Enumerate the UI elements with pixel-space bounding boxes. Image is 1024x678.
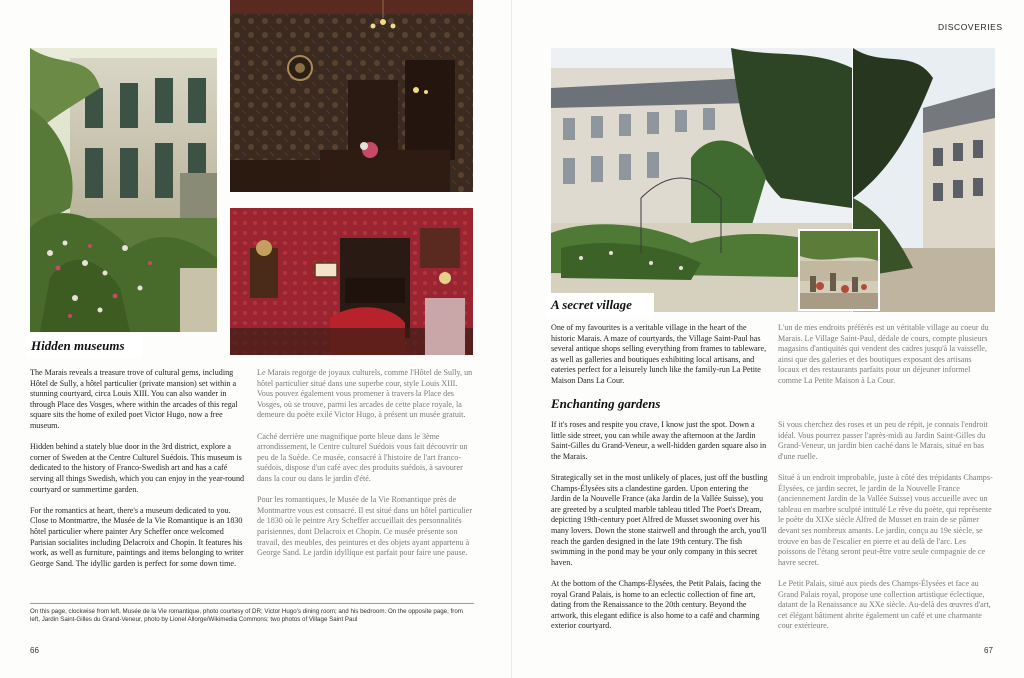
village-french-text xyxy=(778,323,995,397)
photo-victor-hugo-bedroom xyxy=(230,208,473,355)
garden-paragraph-fr: Situé à un endroit improbable, juste à côté des trépidants Champs-Élysées, ce jardin secret, le jardin de la Nouvelle France (anciennement Jardin de la Vallée Suisse) vous accueille avec un tableau en marbre sculpté intitulé Le rêve du poète, qui représente le poète du XIXe siècle Alfred de Musset en train de se pâmer devant ses nombreux amants. Le jardin, conçu au 19e siècle, se trouve en bas de l'escalier en pierre et au delà de l'arc. Les poissons de l'étang seront peut-être votre seule compagnie de ce havre secret. xyxy=(778,472,993,567)
photo-musee-vie-romantique xyxy=(30,48,217,332)
photo-village-saint-paul-2 xyxy=(798,229,880,311)
museum-paragraph: For the romantics at heart, there's a museum dedicated to you. Close to Montmartre, the Musée de la Vie Romantique is an 1830 hôtel particulier where painter Ary Scheffer once welcomed Parisian socialites including Delacroix and Chopin. It features his work, as well as furniture, paintings and items belonging to writer George Sand. The idyllic garden is perfect for some down time. xyxy=(30,505,244,568)
french-column-museums xyxy=(257,368,474,569)
section-tag: DISCOVERIES xyxy=(938,22,1003,32)
museum-paragraph: Hidden behind a stately blue door in the 3rd district, explore a corner of Sweden at the Centre Culturel Suédois. This museum is dedicated to the history of Franco-Swedish art and has a café serving all things Swedish, which you can enjoy in the year-round courtyard or summertime garden. xyxy=(30,442,245,494)
hidden-museums-heading: Hidden museums xyxy=(26,334,142,358)
museum-paragraph-fr: Le Marais regorge de joyaux culturels, comme l'Hôtel de Sully, un hôtel particulier situé dans une superbe cour, style Louis XIII. Vous pouvez également vous promener à travers la Place des Vosges, où se trouve, parmi les arcades de cette place royale, la demeure du poète exilé Victor Hugo, à présent un musée gratuit. xyxy=(257,368,473,420)
caption-divider xyxy=(30,603,474,604)
museum-paragraph-fr: Caché derrière une magnifique porte bleue dans le 3ème arrondissement, le Centre culturel Suédois vous fait découvrir un peu de la Suède. Ce musée, consacré à l'histoire de l'art franco-suédois, dispose d'un café avec des produits suédois, à savourer dans la cour ou dans le jardin d'été. xyxy=(257,431,468,483)
photo-caption: On this page, clockwise from left, Musée de la Vie romantique, photo courtesy of DR; Victor Hugo's dining room; and his bedroom. On the opposite page, from left, Jardin Saint-Gilles du Grand-Veneur, photo by Lionel Allorge/Wikimedia Commons; two photos of Village Saint Paul xyxy=(30,608,463,624)
garden-paragraph-fr: Le Petit Palais, situé aux pieds des Champs-Élysées et face au Grand Palais royal, propose une collection artistique éclectique, datant de la Renaissance au XXe siècle. Au-delà des œuvres d'art, cet élégant bâtiment abrite également un café et une charmante cour extérieure. xyxy=(778,578,991,631)
page-number-left: 66 xyxy=(30,646,39,655)
village-paragraph: One of my favourites is a veritable village in the heart of the historic Marais. A maze of courtyards, the Village Saint-Paul has several antique shops selling everything from frames to tableware, as well as galleries and boutiques exhibiting local artisans, and eateries perfect for a leisurely lunch like the family-run La Petite Maison Dans La Cour. xyxy=(551,323,767,385)
museum-paragraph-fr: Pour les romantiques, le Musée de la Vie Romantique près de Montmartre vous est consacré. Il est situé dans un hôtel particulier de 1830 où le peintre Ary Scheffer accueillait des personnalités parisiennes, dont Delacroix et Chopin. Ce musée présente son travail, des meubles, des peintures et des objets ayant appartenu à George Sand. Le jardin idyllique est parfait pour faire une pause. xyxy=(257,495,473,558)
village-english-text xyxy=(551,323,768,397)
village-paragraph-fr: L'un de mes endroits préférés est un véritable village au coeur du Marais. Le Village Saint-Paul, dédale de cours, compte plusieurs magasins d'antiquités qui vendent des cadres jusqu'à la vaisselle, ainsi que des galeries et des boutiques exposant des artisans locaux et des restaurants parfaits pour un déjeuner informel comme La Petite Maison à La Cour. xyxy=(778,323,989,385)
museum-paragraph: The Marais reveals a treasure trove of cultural gems, including Hôtel de Sully, a hôtel particulier (private mansion) set within a stunning courtyard, circa Louis XIII. You can also wander in through Place des Vosges, where within the arcades of this regal square sits the home of exiled poet Victor Hugo, now a free museum. xyxy=(30,368,238,430)
photo-victor-hugo-dining-room xyxy=(230,0,473,192)
gardens-english-text xyxy=(551,420,768,642)
secret-village-heading: A secret village xyxy=(546,293,654,317)
page-number-right: 67 xyxy=(984,646,993,655)
gardens-french-text xyxy=(778,420,995,642)
garden-paragraph: At the bottom of the Champs-Élysées, the Petit Palais, facing the royal Grand Palais, is home to an eclectic collection of fine art, dating from the Renaissance to the 20th century. Beyond the artwork, this elegant edifice is also home to a café and charming exterior courtyard. xyxy=(551,578,761,631)
right-page xyxy=(512,0,1024,678)
english-column-museums xyxy=(30,368,247,580)
garden-paragraph-fr: Si vous cherchez des roses et un peu de répit, je connais l'endroit idéal. Vous pourrez passer l'après-midi au Jardin Saint-Gilles du Grand-Veneur, un jardin bien caché dans le Marais, situé en bas d'une ruelle. xyxy=(778,420,988,461)
garden-paragraph: If it's roses and respite you crave, I know just the spot. Down a little side street, you can while away the afternoon at the Jardin Saint-Gilles du Grand-Veneur, a well-hidden garden square also in the Marais. xyxy=(551,420,767,461)
garden-paragraph: Strategically set in the most unlikely of places, just off the bustling Champs-Élysées sits a clandestine garden. Upon entering the Jardin de la Nouvelle France (aka Jardin de la Vallée Suisse), you are greeted by a sculpted marble tableau titled The Poet's Dream, depicting 19th-century poet Alfred de Musset swooning over his many lovers. Down the stone stairwell and through the arch, you'll reach the garden designed in the late 19th century. The fish swimming in the pond may be your only company in this secret haven. xyxy=(551,472,768,567)
enchanting-gardens-heading: Enchanting gardens xyxy=(551,396,661,411)
